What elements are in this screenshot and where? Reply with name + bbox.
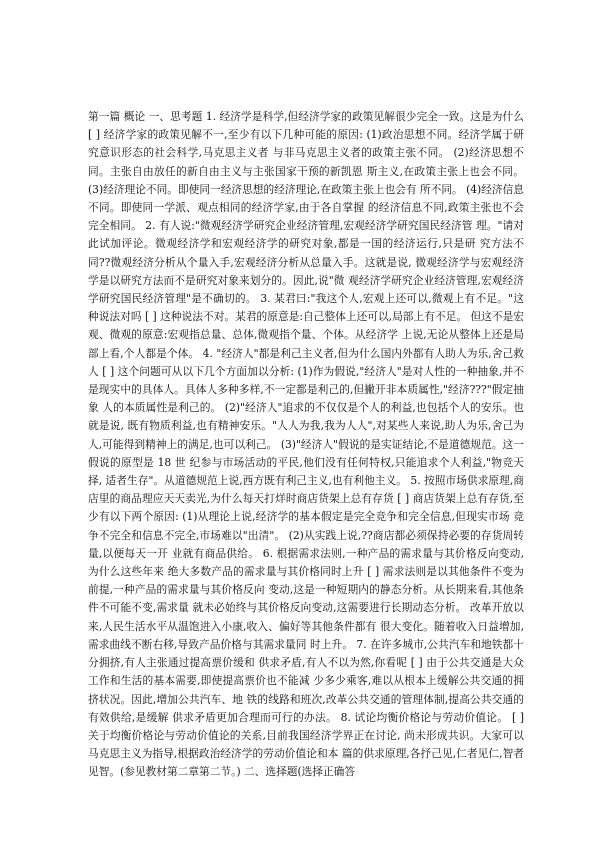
document-body bbox=[88, 108, 524, 782]
body-paragraph: 第一篇 概论 一、思考题 1. 经济学是科学,但经济学家的政策见解很少完全一致。这是为什么 [ ] 经济学家的政策见解不一,至少有以下几种可能的原因: (1)政治思想不同。经济学属于研究意识形态的社会科学,马克思主义者 与非马克思主义者的政策主张不同。 (2)经济思想不同。主张自由放任的新自由主义与主张国家干预的新凯恩 斯主义,在政策主张上也会不同。 (3)经济理论不同。即使同一经济思想的经济理论,在政策主张上也会有 所不同。 (4)经济信息不同。即使同一学派、观点相同的经济学家,由于各自掌握 的经济信息不同,政策主张也不会完全相同。 2. 有人说:"微观经济学研究企业经济管理,宏观经济学研究国民经济管 理。"请对此试加评论。微观经济学和宏观经济学的研究对象,都是一国的经济运行,只是研 究方法不同??微观经济分析从个量入手,宏观经济分析从总量入手。这就是说, 微观经济学与宏观经济学是以研究方法而不是研究对象来划分的。因此,说"微 观经济学研究企业经济管理,宏观经济学研究国民经济管理"是不确切的。 3. 某君曰:"我这个人,宏观上还可以,微观上有不足。"这种说法对吗 [ ] 这种说法不对。某君的原意是:自己整体上还可以,局部上有不足。 但这不是宏观、微观的原意:宏观指总量、总体,微观指个量、个体。从经济学 上说,无论从整体上还是局部上看,个人都是个体。 4. "经济人"都是利己主义者,但为什么国内外都有人助人为乐,舍己救 人 [ ] 这个问题可从以下几个方面加以分析: (1)作为假说,"经济人"是对人性的一种抽象,并不是现实中的具体人。具体人多种多样,不一定都是利己的,但撇开非本质属性,"经济???"假定抽象 人的本质属性是利己的。 (2)"经济人"追求的不仅仅是个人的利益,也包括个人的安乐。也就是说, 既有物质利益,也有精神安乐。"人人为我,我为人人",对某些人来说,助人为乐,舍己为人,可能得到精神上的满足,也可以利己。 (3)"经济人"假说的是实证结论,不是道德规范。这一假说的原型是 18 世 纪参与市场活动的平民,他们没有任何特权,只能追求个人利益,"物竞天择, 适者生存"。从道德规范上说,西方既有利己主义,也有利他主义。 5. 按照市场供求原理,商店里的商品理应天天卖光,为什么每天打烊时商店货架上总有存货 [ ] 商店货架上总有存货,至少有以下两个原因: (1)从理论上说,经济学的基本假定是完全竞争和完全信息,但现实市场 竞争不完全和信息不完全,市场难以"出清"。 (2)从实践上说,??商店都必须保持必要的存货周转量,以便每天一开 业就有商品供给。 6. 根据需求法则,一种产品的需求量与其价格反向变动,为什么这些年来 绝大多数产品的需求量与其价格同时上升 [ ] 需求法则是以其他条件不变为前提,一种产品的需求量与其价格反向 变动,这是一种短期内的静态分析。从长期来看,其他条件不可能不变,需求量 就未必始终与其价格反向变动,这需要进行长期动态分析。 改革开放以来,人民生活水平从温饱进入小康,收入、偏好等其他条件都有 很大变化。随着收入日益增加,需求曲线不断右移,导致产品价格与其需求量同 时上升。 7. 在许多城市,公共汽车和地铁都十分拥挤,有人主张通过提高票价缓和 供求矛盾,有人不以为然,你看呢 [ ] 由于公共交通是大众工作和生活的基本需要,即使提高票价也不能减 少多少乘客,难以从根本上缓解公共交通的拥挤状况。因此,增加公共汽车、地 铁的线路和班次,改革公共交通的管理体制,提高公共交通的有效供给,是缓解 供求矛盾更加合理而可行的办法。 8. 试论均衡价格论与劳动价值论。 [ ] 关于均衡价格论与劳动价值论的关系,目前我国经济学界正在讨论, 尚未形成共识。大家可以马克思主义为指导,根据政治经济学的劳动价值论和本 篇的供求原理,各抒己见,仁者见仁,智者见智。(参见教材第二章第二节。) 二、选择题(选择正确答 bbox=[88, 110, 524, 779]
